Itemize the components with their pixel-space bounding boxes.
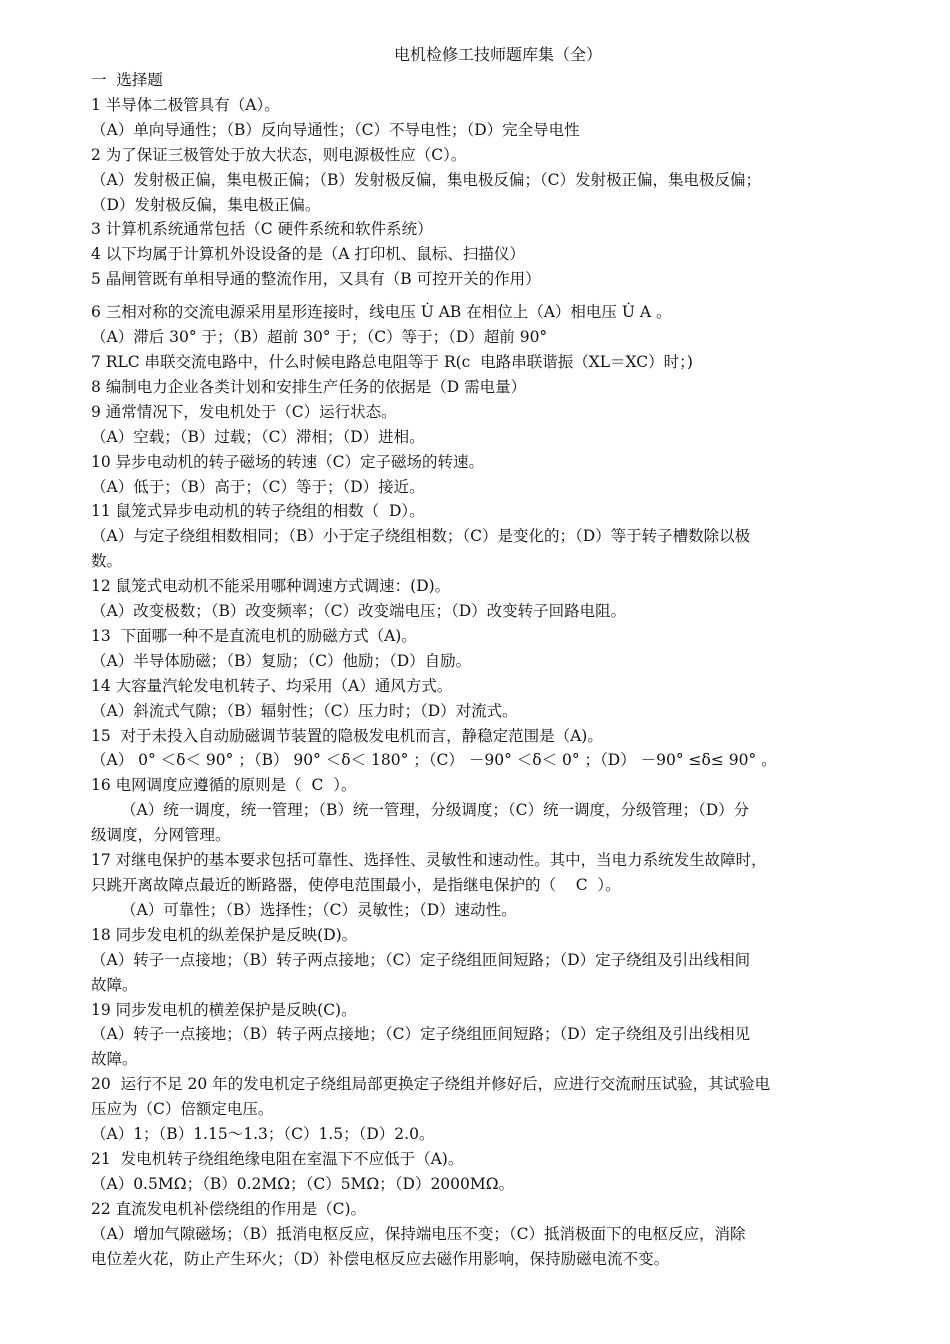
text-line: 18 同步发电机的纵差保护是反映(D)。 [91, 925, 358, 944]
text-line: 电位差火花，防止产生环火；（D）补偿电枢反应去磁作用影响，保持励磁电流不变。 [91, 1249, 670, 1268]
text-line: 6 三相对称的交流电源采用星形连接时，线电压 U̇ AB 在相位上（A）相电压 U̇ A 。 [91, 303, 672, 322]
text-line: （A）单向导通性；（B）反向导通性；（C）不导电性；（D）完全导电性 [91, 120, 580, 139]
text-line: 9 通常情况下，发电机处于（C）运行状态。 [91, 402, 397, 421]
text-line: （A）转子一点接地；（B）转子两点接地；（C）定子绕组匝间短路；（D）定子绕组及引出线相见 [91, 1025, 751, 1044]
text-line: （A）增加气隙磁场；（B）抵消电枢反应，保持端电压不变；（C）抵消极面下的电枢反应，消除 [91, 1224, 746, 1243]
text-line: （A） 0° ＜δ＜ 90° ；（B） 90° ＜δ＜ 180° ；（C） －90° ＜δ＜ 0° ；（D） －90° ≤δ≤ 90° 。 [91, 751, 777, 770]
text-line: 数。 [91, 552, 123, 571]
text-line: 8 编制电力企业各类计划和安排生产任务的依据是（D 需电量） [91, 377, 527, 396]
text-line: 20 运行不足 20 年的发电机定子绕组局部更换定子绕组并修好后，应进行交流耐压试验，其试验电 [91, 1075, 771, 1094]
text-line: 16 电网调度应遵循的原则是（ C ）。 [91, 776, 357, 795]
text-line: 17 对继电保护的基本要求包括可靠性、选择性、灵敏性和速动性。其中，当电力系统发生故障时， [91, 851, 767, 870]
text-line: 10 异步电动机的转子磁场的转速（C）定子磁场的转速。 [91, 452, 485, 471]
text-line: 2 为了保证三极管处于放大状态，则电源极性应（C）。 [91, 145, 467, 164]
text-line: 11 鼠笼式异步电动机的转子绕组的相数（ D）。 [91, 502, 425, 521]
text-line: （A）可靠性；（B）选择性；（C）灵敏性；（D）速动性。 [121, 900, 517, 919]
text-line: （D）发射极反偏，集电极正偏。 [91, 195, 321, 214]
text-line: 4 以下均属于计算机外设设备的是（A 打印机、鼠标、扫描仪） [91, 245, 525, 264]
text-line: 12 鼠笼式电动机不能采用哪种调速方式调速：(D)。 [91, 577, 451, 596]
text-line: （A）斜流式气隙；（B）辐射性；（C）压力时；（D）对流式。 [91, 701, 518, 720]
text-line: 13 下面哪一种不是直流电机的励磁方式（A)。 [91, 626, 417, 645]
text-line: 故障。 [91, 975, 138, 994]
text-line: 21 发电机转子绕组绝缘电阻在室温下不应低于（A)。 [91, 1149, 464, 1168]
text-line: （A）半导体励磁；（B）复励；（C）他励；（D）自励。 [91, 651, 472, 670]
text-line: 22 直流发电机补偿绕组的作用是（C)。 [91, 1199, 367, 1218]
text-line: 15 对于未投入自动励磁调节装置的隐极发电机而言，静稳定范围是（A)。 [91, 726, 603, 745]
text-line: （A）低于；（B）高于；（C）等于；（D）接近。 [91, 477, 425, 496]
text-line: （A）1；（B）1.15～1.3；（C）1.5；（D）2.0。 [91, 1125, 435, 1144]
text-line: 5 晶闸管既有单相导通的整流作用，又具有（B 可控开关的作用） [91, 270, 541, 289]
text-line: 一 选择题 [91, 71, 163, 89]
text-line: （A）转子一点接地；（B）转子两点接地；（C）定子绕组匝间短路；（D）定子绕组及引出线相间 [91, 950, 751, 969]
text-line: 压应为（C）倍额定电压。 [91, 1100, 274, 1119]
text-line: （A）0.5MΩ；（B）0.2MΩ；（C）5MΩ；（D）2000MΩ。 [91, 1174, 515, 1193]
text-line: （A）统一调度，统一管理；（B）统一管理，分级调度；（C）统一调度，分级管理；（D）分 [121, 801, 750, 820]
text-line: （A）与定子绕组相数相同；（B）小于定子绕组相数；（C）是变化的；（D）等于转子槽数除以极 [91, 527, 751, 546]
text-line: 19 同步发电机的横差保护是反映(C)。 [91, 1000, 357, 1019]
text-line: 3 计算机系统通常包括（C 硬件系统和软件系统） [91, 220, 433, 239]
document-title: 电机检修工技师题库集（全） [393, 45, 602, 64]
text-line: （A）发射极正偏，集电极正偏；（B）发射极反偏，集电极反偏；（C）发射极正偏，集电极反偏； [91, 170, 761, 189]
text-line: 1 半导体二极管具有（A）。 [91, 95, 280, 114]
text-line: 级调度，分网管理。 [91, 826, 231, 845]
text-line: （A）空载；（B）过载；（C）滞相；（D）进相。 [91, 427, 425, 446]
document-body [91, 68, 905, 1272]
text-line: 14 大容量汽轮发电机转子、均采用（A）通风方式。 [91, 676, 453, 695]
text-line: 故障。 [91, 1050, 138, 1069]
text-line: 只跳开离故障点最近的断路器，使停电范围最小，是指继电保护的（ C ）。 [91, 876, 621, 894]
text-line: 7 RLC 串联交流电路中，什么时候电路总电阻等于 R(c 电路串联谐振（XL＝XC）时；) [91, 352, 693, 371]
text-line: （A）改变极数；（B）改变频率；（C）改变端电压；（D）改变转子回路电阻。 [91, 602, 627, 621]
text-line: （A）滞后 30° 于；（B）超前 30° 于；（C）等于；（D）超前 90° [91, 328, 548, 347]
